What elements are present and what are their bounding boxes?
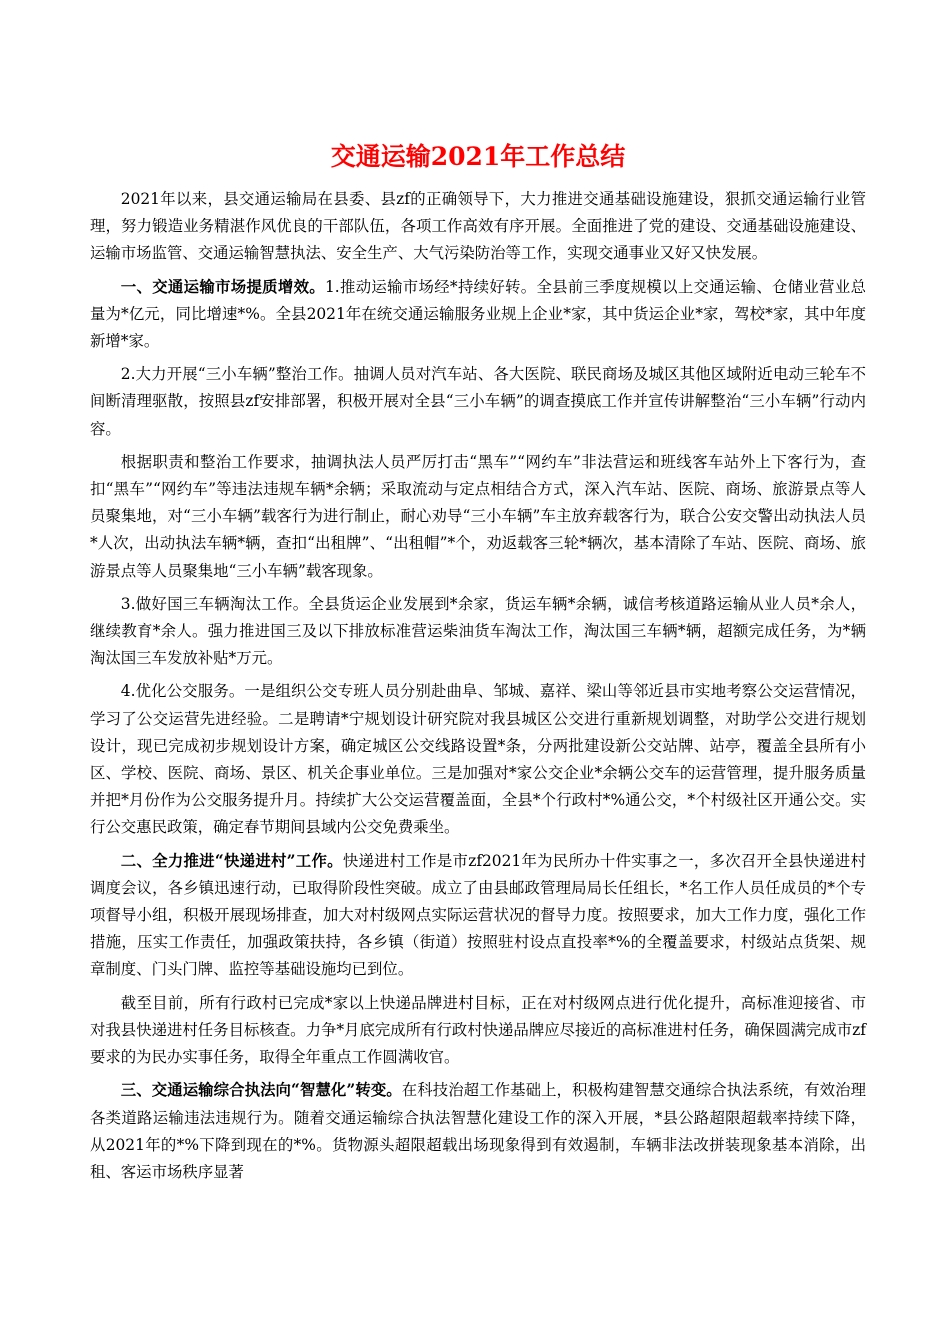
section-heading: 二、全力推进“快递进村”工作。 [120, 851, 343, 870]
document-page [90, 130, 866, 1192]
paragraph-section-3 [90, 1077, 866, 1186]
paragraph-text: 2.大力开展“三小车辆”整治工作。抽调人员对汽车站、各大医院、联民商场及城区其他区域附近电动三轮车不间断清理驱散，按照县zf安排部署，积极开展对全县“三小车辆”的调查摸底工作并宣传讲解整治“三小车辆”行动内容。 [90, 365, 866, 438]
paragraph-item-3 [90, 591, 866, 673]
section-heading: 一、交通运输市场提质增效。 [120, 277, 325, 296]
paragraph-intro [90, 186, 866, 268]
paragraph-section-2 [90, 848, 866, 984]
section-heading: 三、交通运输综合执法向“智慧化”转变。 [120, 1081, 402, 1100]
paragraph-text: 3.做好国三车辆淘汰工作。全县货运企业发展到*余家，货运车辆*余辆，诚信考核道路运输从业人员*余人，继续教育*余人。强力推进国三及以下排放标准营运柴油货车淘汰工作，淘汰国三车辆*辆，超额完成任务，为*辆淘汰国三车发放补贴*万元。 [90, 594, 866, 668]
document-title: 交通运输2021年工作总结 [330, 142, 626, 171]
paragraph-text: 1.推动运输市场经*持续好转。全县前三季度规模以上交通运输、仓储业营业总量为*亿元，同比增速*%。全县2021年在统交通运输服务业规上企业*家，其中货运企业*家，驾校*家，其中年度新增*家。 [90, 277, 866, 351]
paragraph-text: 快递进村工作是市zf2021年为民所办十件实事之一，多次召开全县快递进村调度会议，各乡镇迅速行动，已取得阶段性突破。成立了由县邮政管理局局长任组长，*名工作人员任成员的*个专项督导小组，积极开展现场排查，加大对村级网点实际运营状况的督导力度。按照要求，加大工作力度，强化工作措施，压实工作责任，加强政策扶持，各乡镇（街道）按照驻村设点直投率*%的全覆盖要求，村级站点货架、规章制度、门头门牌、监控等基础设施均已到位。 [90, 851, 866, 979]
paragraph-text: 在科技治超工作基础上，积极构建智慧交通综合执法系统，有效治理各类道路运输违法违规行为。随着交通运输综合执法智慧化建设工作的深入开展，*县公路超限超载率持续下降，从2021年的*%下降到现在的*%。货物源头超限超载出场现象得到有效遏制，车辆非法改拼装现象基本消除，出租、客运市场秩序显著 [90, 1081, 866, 1181]
paragraph-text: 截至目前，所有行政村已完成*家以上快递品牌进村目标，正在对村级网点进行优化提升，高标准迎接省、市对我县快递进村任务目标核查。力争*月底完成所有行政村快递品牌应尽接近的高标准进村任务，确保圆满完成市zf要求的为民办实事任务，取得全年重点工作圆满收官。 [90, 993, 866, 1067]
paragraph-section-1 [90, 274, 866, 356]
paragraph-enforcement [90, 449, 866, 585]
paragraph-progress [90, 990, 866, 1072]
paragraph-text: 4.优化公交服务。一是组织公交专班人员分别赴曲阜、邹城、嘉祥、梁山等邻近县市实地考察公交运营情况，学习了公交运营先进经验。二是聘请*宁规划设计研究院对我县城区公交进行重新规划调整，对助学公交进行规划设计，现已完成初步规划设计方案，确定城区公交线路设置*条，分两批建设新公交站牌、站亭，覆盖全县所有小区、学校、医院、商场、景区、机关企事业单位。三是加强对*家公交企业*余辆公交车的运营管理，提升服务质量并把*月份作为公交服务提升月。持续扩大公交运营覆盖面，全县*个行政村*%通公交，*个村级社区开通公交。实行公交惠民政策，确定春节期间县域内公交免费乘坐。 [90, 682, 866, 837]
paragraph-item-2 [90, 361, 866, 443]
paragraph-text: 2021年以来，县交通运输局在县委、县zf的正确领导下，大力推进交通基础设施建设，狠抓交通运输行业管理，努力锻造业务精湛作风优良的干部队伍，各项工作高效有序开展。全面推进了党的建设、交通基础设施建设、运输市场监管、交通运输智慧执法、安全生产、大气污染防治等工作，实现交通事业又好又快发展。 [90, 190, 866, 263]
paragraph-text: 根据职责和整治工作要求，抽调执法人员严厉打击“黑车”“网约车”非法营运和班线客车站外上下客行为，查扣“黑车”“网约车”等违法违规车辆*余辆；采取流动与定点相结合方式，深入汽车站、医院、商场、旅游景点等人员聚集地，对“三小车辆”载客行为进行制止，耐心劝导“三小车辆”车主放弃载客行为，联合公安交警出动执法人员*人次，出动执法车辆*辆，查扣“出租牌”、“出租帽”*个，劝返载客三轮*辆次，基本清除了车站、医院、商场、旅游景点等人员聚集地“三小车辆”载客现象。 [90, 452, 866, 580]
paragraph-item-4 [90, 678, 866, 841]
